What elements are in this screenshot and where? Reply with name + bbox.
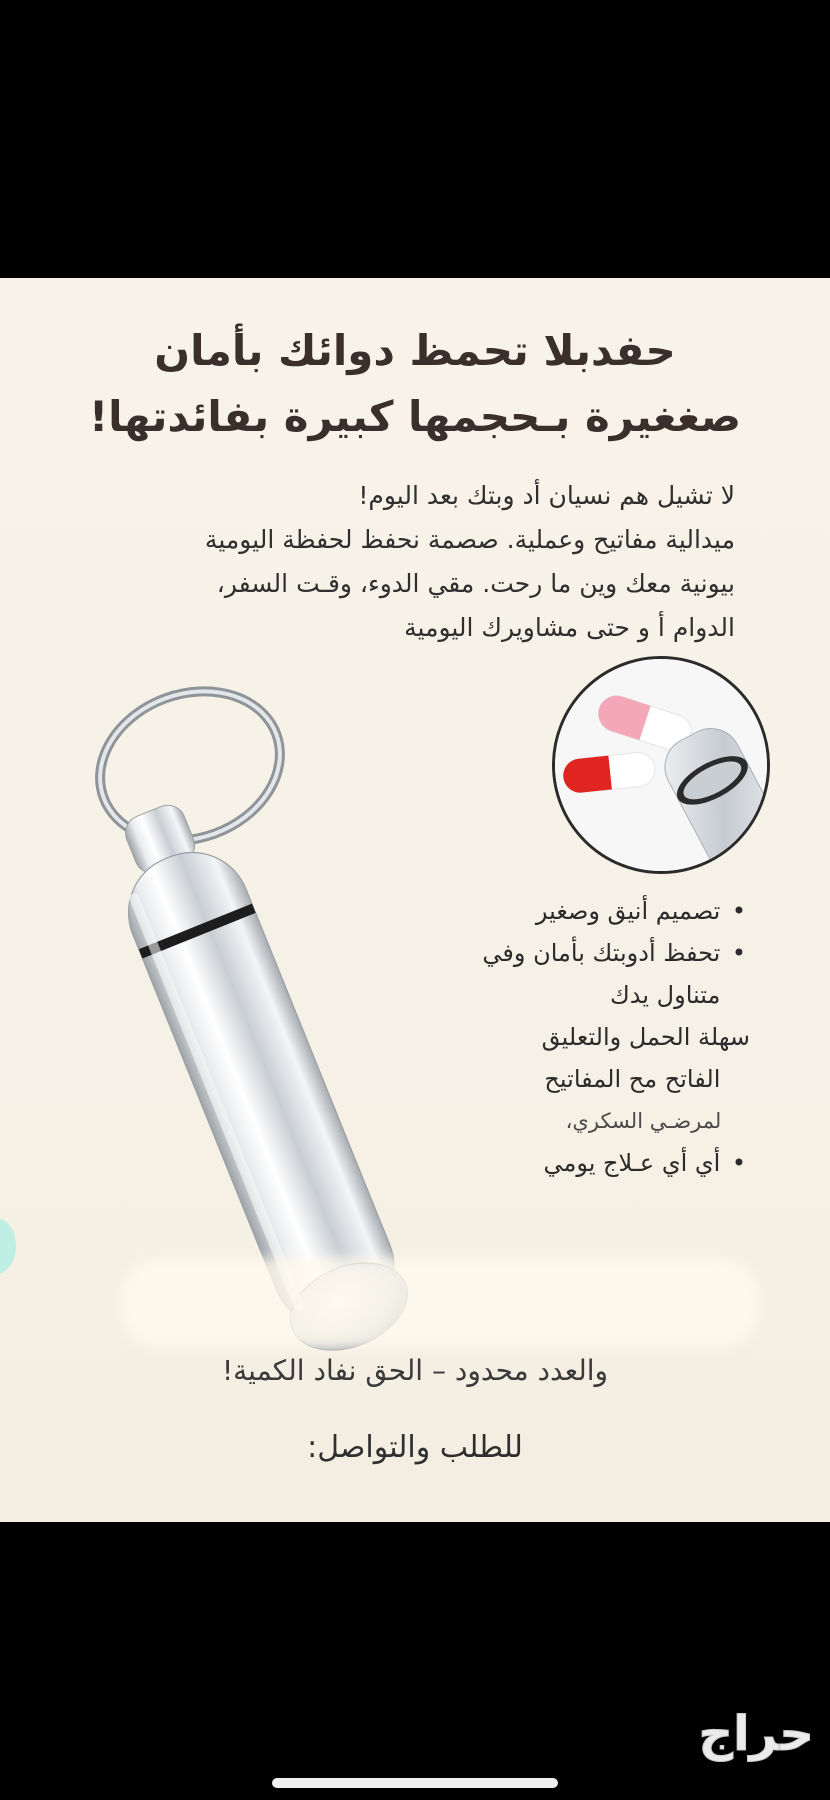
feature-item: الفاتح مح المفاتيح (544, 1065, 721, 1093)
bullet-icon: • (731, 1149, 747, 1177)
intro-line-1: لا تشيل هم نسيان أد وبتك بعد اليوم! (358, 481, 735, 510)
headline-line-1: حفدبلا تحمظ دوائك بأمان (154, 326, 676, 375)
bullet-icon: • (731, 939, 747, 967)
limited-quantity-notice: والعدد محدود – الحق نفاد الكمية! (221, 1354, 609, 1387)
headline-line-2: صغغيرة بـحجمها كبيرة بفائدتها! (88, 392, 742, 441)
ad-intro-text (75, 474, 735, 650)
contact-label: للطلب والتواصل: (307, 1430, 523, 1465)
intro-line-4: الدوام أ و حتى مشاويرك اليومية (404, 613, 735, 642)
product-ad-image (0, 278, 830, 1522)
pills-inset-image (552, 656, 770, 874)
decorative-blob (0, 1218, 16, 1274)
feature-item: متناول يدك (609, 981, 721, 1009)
feature-item: • أي أي عـلاج يومي (390, 1142, 750, 1184)
home-indicator[interactable] (272, 1778, 558, 1788)
haraj-watermark-logo: حراج (698, 1706, 814, 1762)
intro-line-2: ميدالية مفاتيح وعملية. صصمة نحفظ لحفظة اليومية (204, 525, 735, 554)
feature-item: سهلة الحمل والتعليق (541, 1023, 750, 1051)
intro-line-3: بيونية معك وين ما رحت. مقي الدوء، وقـت السفر، (216, 569, 735, 598)
feature-item: لمرضـي السكري، (565, 1109, 722, 1133)
feature-list (390, 890, 750, 1184)
bullet-icon: • (731, 897, 747, 925)
decorative-band (120, 1258, 760, 1348)
feature-item: • تصميم أنيق وصغير (390, 890, 750, 932)
pills-inset-illustration (555, 659, 767, 871)
feature-item: • تحفظ أدوبتك بأمان وفي (390, 932, 750, 974)
ad-headline (0, 318, 830, 450)
